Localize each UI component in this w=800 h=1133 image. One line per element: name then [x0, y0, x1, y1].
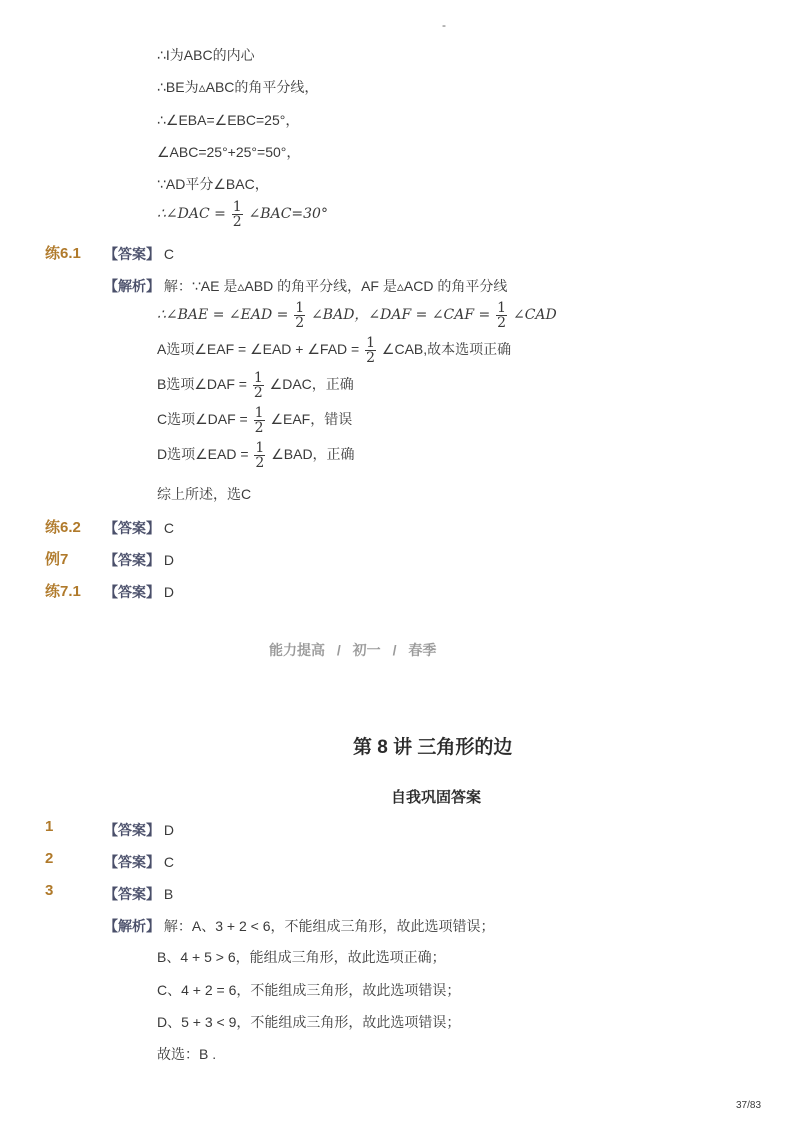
breadcrumb-season: 春季 — [408, 642, 437, 658]
fraction-numerator: 1 — [497, 300, 507, 316]
example-number: 例7 — [45, 551, 69, 568]
fraction-denominator: 2 — [366, 350, 376, 366]
question-number: 2 — [45, 850, 54, 867]
answer-tag: 【答案】 — [104, 246, 160, 262]
analysis-row-1 — [157, 301, 557, 330]
answer-value: C — [163, 854, 175, 870]
answer-value: C — [163, 246, 175, 262]
math-text: C选项∠DAF = — [157, 411, 248, 428]
proof-line-3: ∴∠EBA=∠EBC=25°， — [157, 112, 300, 128]
math-text: ∠EAF，错误 — [270, 411, 353, 428]
option-b-row — [157, 371, 354, 400]
breadcrumb-separator: / — [336, 642, 341, 658]
analysis-line: 故选：B . — [157, 1046, 217, 1062]
fraction-denominator: 2 — [253, 385, 263, 401]
breadcrumb-level: 能力提高 — [269, 642, 325, 658]
answer-value: B — [163, 886, 174, 902]
analysis-intro — [104, 276, 507, 296]
breadcrumb-separator: / — [392, 642, 397, 658]
fraction-numerator: 1 — [253, 370, 263, 386]
breadcrumb — [269, 640, 436, 660]
answer-tag: 【答案】 — [104, 520, 160, 536]
math-text: ∠CAD — [512, 307, 557, 324]
answer-value: D — [163, 584, 175, 600]
fraction — [254, 406, 265, 435]
answer-tag: 【答案】 — [104, 854, 160, 870]
proof-line-2: ∴BE为▵ABC的角平分线， — [157, 79, 319, 95]
math-text: A选项∠EAF = ∠EAD + ∠FAD = — [157, 341, 360, 358]
analysis-line: C、4 + 2 = 6，不能组成三角形，故此选项错误； — [157, 982, 461, 998]
fraction-denominator: 2 — [295, 315, 305, 331]
proof-line-5: ∵AD平分∠BAC， — [157, 176, 269, 192]
page-number: 37/83 — [736, 1100, 762, 1111]
math-text: D选项∠EAD = — [157, 446, 249, 463]
answer-row — [104, 852, 174, 872]
fraction — [232, 200, 243, 229]
fraction-numerator: 1 — [232, 199, 242, 215]
option-c-row — [157, 406, 352, 435]
analysis-intro — [104, 916, 495, 936]
answer-row — [104, 820, 174, 840]
answer-row — [104, 518, 174, 538]
fraction-numerator: 1 — [254, 405, 264, 421]
header-mark: - — [442, 18, 446, 32]
exercise-number: 练7.1 — [45, 583, 81, 600]
fraction-denominator: 2 — [232, 214, 242, 230]
fraction — [253, 371, 264, 400]
question-number: 3 — [45, 882, 54, 899]
exercise-number: 练6.1 — [45, 245, 81, 262]
math-text: B选项∠DAF = — [157, 376, 247, 393]
analysis-line: B、4 + 5 > 6，能组成三角形，故此选项正确； — [157, 949, 446, 965]
answer-row — [104, 884, 173, 904]
fraction — [496, 301, 507, 330]
option-a-row — [157, 336, 511, 365]
answer-tag: 【答案】 — [104, 552, 160, 568]
exercise-number: 练6.2 — [45, 519, 81, 536]
proof-line-6-post: ∠BAC=30° — [248, 206, 328, 223]
answer-value: D — [163, 552, 175, 568]
math-text: ∠BAD，∠DAF = ∠CAF = — [311, 307, 491, 324]
proof-line-6-pre: ∴∠DAC = — [157, 206, 226, 223]
math-text: ∠DAC，正确 — [269, 376, 354, 393]
answer-tag: 【答案】 — [104, 584, 160, 600]
proof-line-6 — [157, 200, 328, 229]
math-text: ∠BAD，正确 — [271, 446, 355, 463]
analysis-tag: 【解析】 — [104, 918, 160, 934]
fraction-denominator: 2 — [497, 315, 507, 331]
proof-line-4: ∠ABC=25°+25°=50°， — [157, 144, 301, 160]
answer-tag: 【答案】 — [104, 886, 160, 902]
answer-row — [104, 550, 174, 570]
conclusion: 综上所述，选C — [157, 486, 252, 502]
analysis-text: 解：∵AE 是▵ABD 的角平分线，AF 是▵ACD 的角平分线 — [163, 278, 508, 294]
breadcrumb-grade: 初一 — [352, 642, 381, 658]
fraction — [294, 301, 305, 330]
question-number: 1 — [45, 818, 54, 835]
fraction — [365, 336, 376, 365]
fraction-numerator: 1 — [255, 440, 265, 456]
math-text: ∠CAB,故本选项正确 — [381, 341, 512, 358]
section-title: 自我巩固答案 — [391, 789, 482, 806]
fraction-numerator: 1 — [366, 335, 376, 351]
fraction-denominator: 2 — [254, 420, 264, 436]
lecture-title: 第 8 讲 三角形的边 — [353, 737, 513, 758]
proof-line-1: ∴I为ABC的内心 — [157, 47, 255, 63]
math-text: ∴∠BAE = ∠EAD = — [157, 307, 289, 324]
answer-tag: 【答案】 — [104, 822, 160, 838]
fraction-numerator: 1 — [295, 300, 305, 316]
answer-value: C — [163, 520, 175, 536]
answer-row — [104, 244, 174, 264]
option-d-row — [157, 441, 355, 470]
answer-value: D — [163, 822, 175, 838]
analysis-tag: 【解析】 — [104, 278, 160, 294]
fraction — [254, 441, 265, 470]
analysis-text: 解：A、3 + 2 < 6，不能组成三角形，故此选项错误； — [163, 918, 495, 934]
answer-row — [104, 582, 174, 602]
analysis-line: D、5 + 3 < 9，不能组成三角形，故此选项错误； — [157, 1014, 461, 1030]
fraction-denominator: 2 — [255, 455, 265, 471]
